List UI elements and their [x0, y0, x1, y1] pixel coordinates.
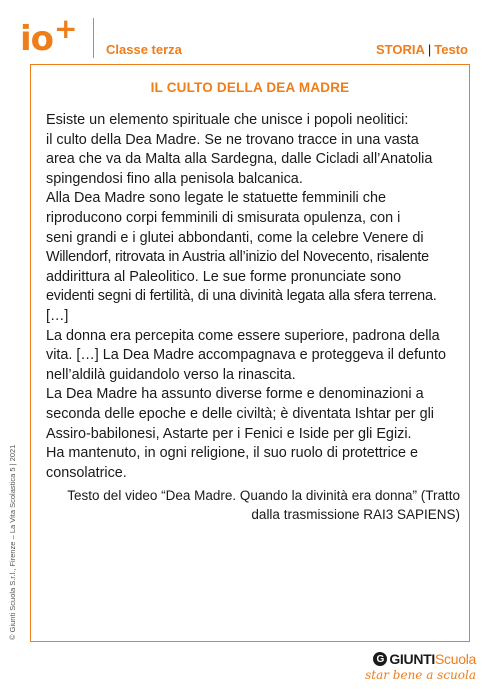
text-line: addirittura al Paleolitico. Le sue forme pronunciate sono: [46, 268, 402, 285]
brand-line: [365, 651, 476, 667]
subject-separator: |: [427, 42, 432, 57]
text-line: area che va da Malta alla Sardegna, dalle Cicladi all’Anatolia: [46, 151, 433, 168]
text-line: La donna era percepita come essere superiore, padrona della: [46, 327, 440, 344]
page-title: IL CULTO DELLA DEA MADRE: [150, 80, 350, 95]
source-line: dalla trasmissione RAI3 SAPIENS): [251, 507, 460, 522]
text-line: Ha mantenuto, in ogni religione, il suo ruolo di protettrice e: [46, 445, 418, 462]
text-line: Assiro-babilonesi, Astarte per i Fenici e Iside per gli Egizi.: [46, 425, 412, 442]
class-label: Classe terza: [106, 42, 182, 57]
logo-text: io: [20, 19, 54, 59]
giunti-scuola-logo: [365, 651, 476, 682]
brand-subname: Scuola: [434, 651, 476, 667]
source-citation: [46, 486, 460, 524]
text-line: spingendosi fino alla penisola balcanica.: [46, 170, 303, 187]
logo-plus-icon: +: [54, 12, 77, 45]
brand-name: GIUNTI: [389, 651, 435, 667]
subject-label: [376, 42, 468, 57]
subject-name: STORIA: [376, 42, 425, 57]
text-line: evidenti segni di fertilità, di una divinità legata alla sfera terrena.: [46, 288, 437, 305]
section-name: Testo: [434, 42, 468, 57]
text-line: il culto della Dea Madre. Se ne trovano tracce in una vasta: [46, 131, 419, 148]
text-line: Willendorf, ritrovata in Austria all’inizio del Novecento, risalente: [46, 249, 429, 266]
text-line: nell’aldilà guidandolo verso la rinascita.: [46, 366, 296, 383]
text-line: seni grandi e i glutei abbondanti, come la celebre Venere di: [46, 229, 424, 246]
text-line: La Dea Madre ha assunto diverse forme e denominazioni a: [46, 386, 424, 403]
text-line: seconda delle epoche e delle civiltà; è diventata Ishtar per gli: [46, 405, 434, 422]
source-line: Testo del video “Dea Madre. Quando la divinità era donna” (Tratto: [67, 488, 460, 503]
brand-tagline: star bene a scuola: [365, 668, 476, 682]
text-line: Alla Dea Madre sono legate le statuette femminili che: [46, 190, 386, 207]
io-logo: [20, 12, 77, 59]
text-line: […]: [46, 307, 69, 324]
giunti-icon: G: [373, 652, 387, 666]
text-line: riproducono corpi femminili di smisurata opulenza, con i: [46, 209, 401, 226]
header-divider: [93, 18, 94, 58]
text-line: consolatrice.: [46, 464, 127, 481]
text-line: Esiste un elemento spirituale che unisce i popoli neolitici:: [46, 112, 409, 128]
text-line: vita. […] La Dea Madre accompagnava e proteggeva il defunto: [46, 347, 446, 364]
article-body: [46, 111, 464, 483]
copyright-credit: © Giunti Scuola S.r.l., Firenze – La Vita Scolastica 5 | 2021: [8, 444, 17, 640]
